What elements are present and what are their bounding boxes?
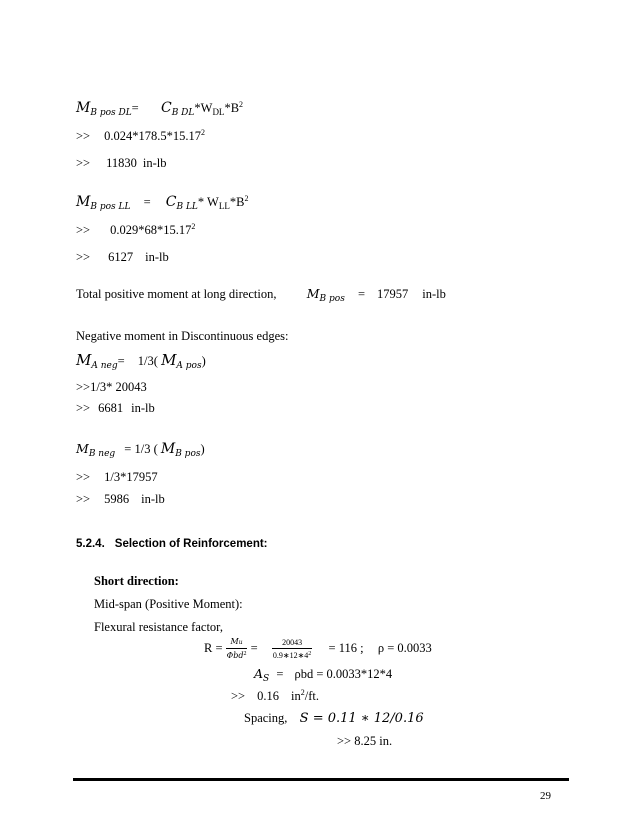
symbol-m: M (160, 441, 176, 457)
subscript: B neg (88, 449, 116, 459)
subscript: B pos DL (90, 108, 132, 118)
subscript: B DL (171, 108, 195, 118)
symbol-m: M (76, 441, 89, 456)
fraction-mu-phibd2: $\frac{Mu}{\Phi bd^2}$ (226, 637, 247, 660)
spacing-line: Spacing, S = 0.11 ∗ 12/0.16 (244, 711, 424, 726)
equals: = (131, 101, 139, 115)
eq-mb-pos-dl (76, 100, 243, 118)
subscript: LL (218, 201, 230, 211)
subscript: DL (212, 107, 225, 117)
page-number: 29 (540, 790, 551, 802)
rhs-b: *B (229, 195, 245, 209)
eq-as: $A_S = \rho bd = 0.0033*12*4$ (254, 666, 393, 684)
subscript: B pos (175, 449, 201, 459)
rhs-w: * W (197, 195, 219, 209)
superscript: 2 (244, 194, 249, 203)
symbol-c: C (165, 194, 177, 210)
subscript: A neg (91, 361, 118, 371)
subscript: B LL (176, 202, 198, 212)
spacing-result: >> 8.25 in. (337, 734, 393, 748)
eq-ma-neg: $M_{A neg}= 1/3$( $M_{A pos}$) (76, 351, 206, 371)
flexural-label: Flexural resistance factor, (94, 620, 223, 634)
section-heading: 5.2.4. Selection of Reinforcement: (76, 538, 268, 550)
fraction-values: $\frac{20043}{0.9∗12∗4^2}$ (272, 637, 312, 660)
as-result-line: >> 0.16 $in^2/ft$. (231, 688, 319, 703)
result-line: >> 6127 in-lb (76, 250, 169, 264)
negative-moment-heading: Negative moment in Discontinuous edges: (76, 329, 289, 343)
subscript: B pos (319, 294, 345, 304)
total-positive-moment: Total positive moment at long direction, $M_{B pos} = 17957$ in-lb (76, 286, 446, 304)
symbol-c: C (160, 100, 172, 116)
symbol-m: M (161, 351, 177, 369)
rhs-b: *B (224, 101, 240, 115)
eq-mb-neg: $M_{B neg} = 1/3$ ( $M_{B pos}$) (76, 441, 205, 459)
calc-line: >> $0.024*178.5*15.17^2$ (76, 128, 205, 143)
symbol-m: M (76, 100, 91, 116)
equals: = (143, 195, 151, 209)
midspan-label: Mid-span (Positive Moment): (94, 597, 243, 611)
calc-line: >>1/3* 20043 (76, 380, 147, 394)
subscript: A pos (176, 361, 202, 371)
result-line: >> 5986 in-lb (76, 492, 165, 506)
short-direction-heading: Short direction: (94, 574, 179, 588)
footer-rule (73, 778, 569, 781)
calc-line: >> 1/3*17957 (76, 470, 158, 484)
eq-mb-pos-ll (76, 194, 248, 212)
calc-line: >> $0.029*68*15.17^2$ (76, 222, 196, 237)
result-line: >> 11830 in-lb (76, 156, 167, 170)
symbol-m: M (306, 286, 320, 301)
superscript: 2 (239, 100, 244, 109)
symbol-m: M (76, 351, 92, 369)
symbol-m: M (76, 194, 91, 210)
subscript: B pos LL (90, 202, 131, 212)
symbol-a: A (254, 666, 264, 681)
rhs-w: *W (194, 101, 213, 115)
eq-r: R = $\frac{Mu}{\Phi bd^2}$ = $\frac{20043}{0.9∗12∗4^2}$ = 116 ; ρ = 0.0033 (204, 637, 432, 660)
result-line: >> 6681 in-lb (76, 401, 155, 415)
